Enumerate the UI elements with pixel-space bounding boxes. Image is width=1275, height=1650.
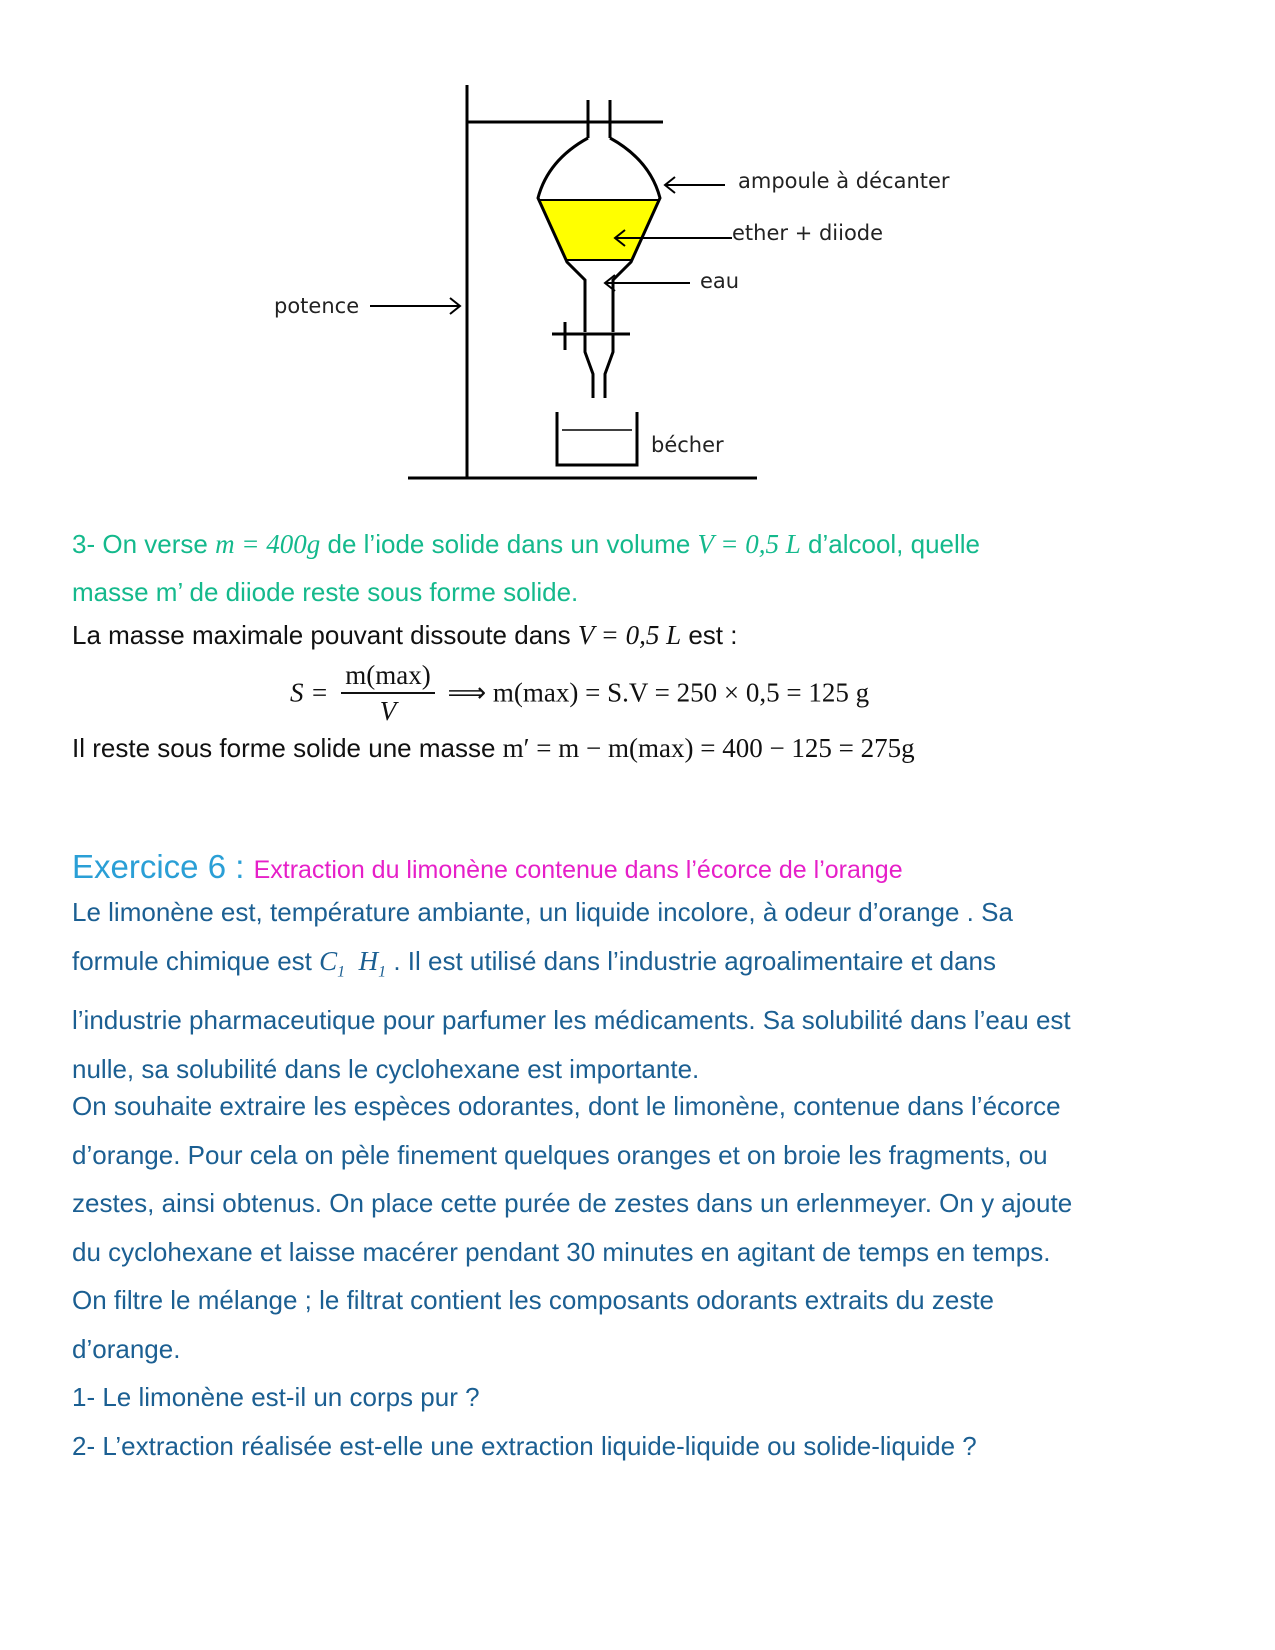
answer-volume: V = 0,5 L xyxy=(577,620,682,650)
answer-line3-formula: m′ = m − m(max) = 400 − 125 = 275g xyxy=(502,733,915,763)
beaker xyxy=(557,412,637,465)
formula-denominator: V xyxy=(379,696,397,726)
formula-fraction xyxy=(341,660,434,726)
label-ampoule: ampoule à décanter xyxy=(738,169,950,193)
p2-line-4: du cyclohexane et laisse macérer pendant 30 minutes en agitant de temps en temps. xyxy=(72,1236,1051,1267)
solubility-formula xyxy=(290,660,970,730)
exercise-6-subtitle: Extraction du limonène contenue dans l’écorce de l’orange xyxy=(253,856,903,884)
exercise-6-heading xyxy=(72,848,903,886)
separating-funnel-diagram xyxy=(270,70,990,510)
exercise-6-paragraph-1 xyxy=(72,888,1222,1093)
p1-line-3: l’industrie pharmaceutique pour parfumer les médicaments. Sa solubilité dans l’eau est xyxy=(72,1005,1071,1036)
label-becher: bécher xyxy=(651,433,724,457)
answer-text-a: La masse maximale pouvant dissoute dans xyxy=(72,620,578,650)
formula-s: S = xyxy=(290,677,329,708)
formula-rest: ⟹ m(max) = S.V = 250 × 0,5 = 125 g xyxy=(447,677,870,708)
p2-line-6: d’orange. xyxy=(72,1333,181,1364)
q3-volume: V = 0,5 L xyxy=(697,529,801,559)
label-ether: ether + diiode xyxy=(732,221,884,245)
exercise-6-title: Exercice 6 : xyxy=(72,848,254,885)
label-potence: potence xyxy=(274,294,360,318)
answer-line-3 xyxy=(72,733,915,764)
q3-mass: m = 400g xyxy=(215,529,321,559)
q3-text-b: de l’iode solide dans un volume xyxy=(320,529,698,559)
label-eau: eau xyxy=(700,269,740,293)
answer-text-b: est : xyxy=(681,620,738,650)
q3-text-c: d’alcool, quelle xyxy=(800,529,981,559)
p1-line-2-end: . Il est utilisé dans l’industrie agroalimentaire et dans xyxy=(386,945,996,976)
answer-line-1 xyxy=(72,620,737,651)
q3-line2: masse m’ de diiode reste sous forme solide. xyxy=(72,577,579,607)
question-3 xyxy=(72,520,1202,616)
p1-line-4: nulle, sa solubilité dans le cyclohexane est importante. xyxy=(72,1053,700,1084)
p2-line-3: zestes, ainsi obtenus. On place cette purée de zestes dans un erlenmeyer. On y ajoute xyxy=(72,1188,1073,1218)
exercise-6-paragraph-2 xyxy=(72,1082,1222,1470)
question-2: 2- L’extraction réalisée est-elle une extraction liquide-liquide ou solide-liquide ? xyxy=(72,1430,977,1461)
q3-text-a: 3- On verse xyxy=(72,529,216,559)
p2-line-1: On souhaite extraire les espèces odorantes, dont le limonène, contenue dans l’écorce xyxy=(72,1091,1061,1121)
p1-line-2-text: formule chimique est xyxy=(72,945,320,976)
p2-line-2: d’orange. Pour cela on pèle finement quelques oranges et on broie les fragments, ou xyxy=(72,1139,1048,1170)
question-1: 1- Le limonène est-il un corps pur ? xyxy=(72,1382,480,1412)
formula-numerator: m(max) xyxy=(341,660,434,694)
p2-line-5: On filtre le mélange ; le filtrat contient les composants odorants extraits du zeste xyxy=(72,1285,995,1315)
p1-line-1: Le limonène est, température ambiante, un liquide incolore, à odeur d’orange . Sa xyxy=(72,897,1013,927)
ether-diiode-layer xyxy=(540,200,658,260)
chem-formula: $C_1$ $H_1$ xyxy=(319,945,387,980)
answer-line3-text: Il reste sous forme solide une masse xyxy=(72,733,503,763)
p1-line-2 xyxy=(72,937,1222,997)
